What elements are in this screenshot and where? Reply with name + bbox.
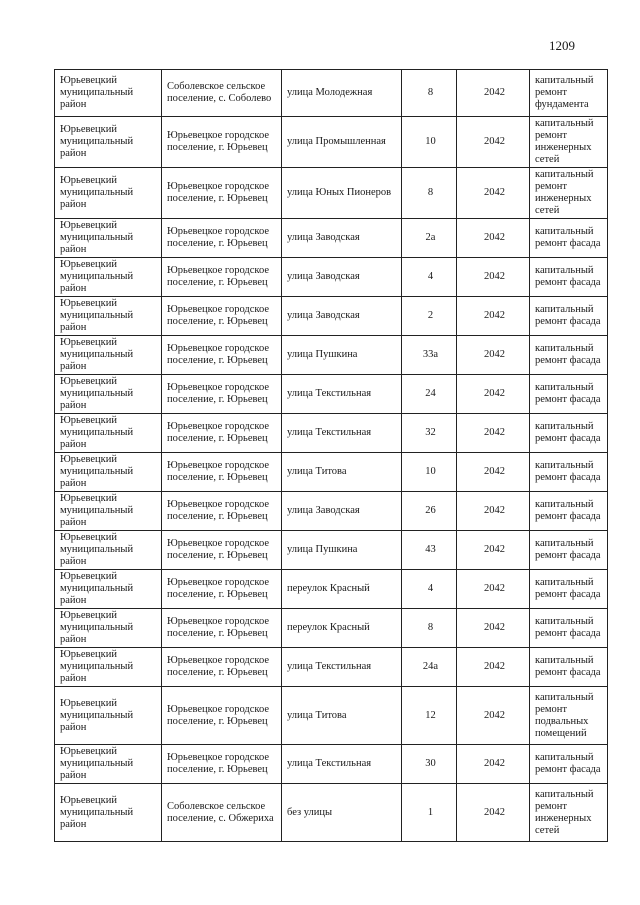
- district-cell: Юрьевецкий муниципальный район: [55, 336, 162, 375]
- street-cell: улица Молодежная: [282, 70, 402, 117]
- table-row: [55, 297, 608, 336]
- house-number-cell: 24: [402, 375, 457, 414]
- house-number-cell: 32: [402, 414, 457, 453]
- settlement-cell: Юрьевецкое городское поселение, г. Юрьевец: [162, 531, 282, 570]
- year-cell: 2042: [457, 168, 530, 219]
- settlement-cell: Юрьевецкое городское поселение, г. Юрьевец: [162, 117, 282, 168]
- house-number-cell: 2а: [402, 219, 457, 258]
- street-cell: улица Заводская: [282, 219, 402, 258]
- settlement-cell: Юрьевецкое городское поселение, г. Юрьевец: [162, 745, 282, 784]
- work-type-cell: капитальный ремонт инженерных сетей: [530, 784, 608, 842]
- year-cell: 2042: [457, 258, 530, 297]
- work-type-cell: капитальный ремонт фасада: [530, 297, 608, 336]
- house-number-cell: 4: [402, 258, 457, 297]
- street-cell: переулок Красный: [282, 609, 402, 648]
- district-cell: Юрьевецкий муниципальный район: [55, 784, 162, 842]
- table-row: [55, 570, 608, 609]
- year-cell: 2042: [457, 687, 530, 745]
- year-cell: 2042: [457, 375, 530, 414]
- street-cell: улица Заводская: [282, 492, 402, 531]
- street-cell: без улицы: [282, 784, 402, 842]
- settlement-cell: Юрьевецкое городское поселение, г. Юрьевец: [162, 453, 282, 492]
- house-number-cell: 2: [402, 297, 457, 336]
- table-row: [55, 745, 608, 784]
- street-cell: улица Титова: [282, 687, 402, 745]
- settlement-cell: Юрьевецкое городское поселение, г. Юрьевец: [162, 219, 282, 258]
- house-number-cell: 8: [402, 70, 457, 117]
- house-number-cell: 24а: [402, 648, 457, 687]
- table-row: [55, 375, 608, 414]
- settlement-cell: Соболевское сельское поселение, с. Соболево: [162, 70, 282, 117]
- house-number-cell: 33а: [402, 336, 457, 375]
- work-type-cell: капитальный ремонт фасада: [530, 570, 608, 609]
- year-cell: 2042: [457, 336, 530, 375]
- year-cell: 2042: [457, 414, 530, 453]
- work-type-cell: капитальный ремонт фасада: [530, 492, 608, 531]
- settlement-cell: Юрьевецкое городское поселение, г. Юрьевец: [162, 687, 282, 745]
- house-number-cell: 8: [402, 168, 457, 219]
- street-cell: улица Текстильная: [282, 745, 402, 784]
- house-number-cell: 10: [402, 117, 457, 168]
- district-cell: Юрьевецкий муниципальный район: [55, 375, 162, 414]
- table-row: [55, 219, 608, 258]
- house-number-cell: 30: [402, 745, 457, 784]
- district-cell: Юрьевецкий муниципальный район: [55, 648, 162, 687]
- district-cell: Юрьевецкий муниципальный район: [55, 492, 162, 531]
- settlement-cell: Юрьевецкое городское поселение, г. Юрьевец: [162, 609, 282, 648]
- year-cell: 2042: [457, 219, 530, 258]
- table-body: [55, 70, 608, 842]
- work-type-cell: капитальный ремонт фасада: [530, 648, 608, 687]
- work-type-cell: капитальный ремонт фасада: [530, 745, 608, 784]
- page-number: 1209: [549, 38, 575, 53]
- year-cell: 2042: [457, 745, 530, 784]
- settlement-cell: Юрьевецкое городское поселение, г. Юрьевец: [162, 258, 282, 297]
- settlement-cell: Юрьевецкое городское поселение, г. Юрьевец: [162, 648, 282, 687]
- house-number-cell: 12: [402, 687, 457, 745]
- work-type-cell: капитальный ремонт фундамента: [530, 70, 608, 117]
- year-cell: 2042: [457, 297, 530, 336]
- settlement-cell: Юрьевецкое городское поселение, г. Юрьевец: [162, 297, 282, 336]
- table-row: [55, 648, 608, 687]
- table-row: [55, 609, 608, 648]
- work-type-cell: капитальный ремонт фасада: [530, 258, 608, 297]
- work-type-cell: капитальный ремонт подвальных помещений: [530, 687, 608, 745]
- street-cell: улица Текстильная: [282, 414, 402, 453]
- table-row: [55, 70, 608, 117]
- settlement-cell: Юрьевецкое городское поселение, г. Юрьевец: [162, 492, 282, 531]
- year-cell: 2042: [457, 117, 530, 168]
- district-cell: Юрьевецкий муниципальный район: [55, 609, 162, 648]
- house-number-cell: 26: [402, 492, 457, 531]
- district-cell: Юрьевецкий муниципальный район: [55, 70, 162, 117]
- house-number-cell: 4: [402, 570, 457, 609]
- work-type-cell: капитальный ремонт фасада: [530, 609, 608, 648]
- table-row: [55, 492, 608, 531]
- settlement-cell: Юрьевецкое городское поселение, г. Юрьевец: [162, 336, 282, 375]
- year-cell: 2042: [457, 70, 530, 117]
- settlement-cell: Соболевское сельское поселение, с. Обжериха: [162, 784, 282, 842]
- settlement-cell: Юрьевецкое городское поселение, г. Юрьевец: [162, 414, 282, 453]
- work-type-cell: капитальный ремонт фасада: [530, 531, 608, 570]
- district-cell: Юрьевецкий муниципальный район: [55, 745, 162, 784]
- street-cell: улица Титова: [282, 453, 402, 492]
- year-cell: 2042: [457, 609, 530, 648]
- district-cell: Юрьевецкий муниципальный район: [55, 219, 162, 258]
- work-type-cell: капитальный ремонт фасада: [530, 453, 608, 492]
- year-cell: 2042: [457, 784, 530, 842]
- table-row: [55, 414, 608, 453]
- street-cell: переулок Красный: [282, 570, 402, 609]
- work-type-cell: капитальный ремонт фасада: [530, 414, 608, 453]
- table-row: [55, 531, 608, 570]
- district-cell: Юрьевецкий муниципальный район: [55, 258, 162, 297]
- street-cell: улица Заводская: [282, 297, 402, 336]
- house-number-cell: 8: [402, 609, 457, 648]
- year-cell: 2042: [457, 648, 530, 687]
- year-cell: 2042: [457, 453, 530, 492]
- table-row: [55, 784, 608, 842]
- street-cell: улица Пушкина: [282, 336, 402, 375]
- table-row: [55, 336, 608, 375]
- settlement-cell: Юрьевецкое городское поселение, г. Юрьевец: [162, 168, 282, 219]
- work-type-cell: капитальный ремонт фасада: [530, 375, 608, 414]
- repair-schedule-table: [54, 69, 608, 842]
- settlement-cell: Юрьевецкое городское поселение, г. Юрьевец: [162, 570, 282, 609]
- district-cell: Юрьевецкий муниципальный район: [55, 117, 162, 168]
- year-cell: 2042: [457, 570, 530, 609]
- work-type-cell: капитальный ремонт инженерных сетей: [530, 117, 608, 168]
- street-cell: улица Пушкина: [282, 531, 402, 570]
- district-cell: Юрьевецкий муниципальный район: [55, 414, 162, 453]
- house-number-cell: 43: [402, 531, 457, 570]
- work-type-cell: капитальный ремонт инженерных сетей: [530, 168, 608, 219]
- street-cell: улица Юных Пионеров: [282, 168, 402, 219]
- district-cell: Юрьевецкий муниципальный район: [55, 168, 162, 219]
- district-cell: Юрьевецкий муниципальный район: [55, 687, 162, 745]
- table-row: [55, 168, 608, 219]
- table-row: [55, 258, 608, 297]
- house-number-cell: 1: [402, 784, 457, 842]
- year-cell: 2042: [457, 531, 530, 570]
- work-type-cell: капитальный ремонт фасада: [530, 336, 608, 375]
- street-cell: улица Заводская: [282, 258, 402, 297]
- street-cell: улица Промышленная: [282, 117, 402, 168]
- district-cell: Юрьевецкий муниципальный район: [55, 453, 162, 492]
- year-cell: 2042: [457, 492, 530, 531]
- street-cell: улица Текстильная: [282, 375, 402, 414]
- work-type-cell: капитальный ремонт фасада: [530, 219, 608, 258]
- settlement-cell: Юрьевецкое городское поселение, г. Юрьевец: [162, 375, 282, 414]
- table-row: [55, 453, 608, 492]
- house-number-cell: 10: [402, 453, 457, 492]
- street-cell: улица Текстильная: [282, 648, 402, 687]
- table-row: [55, 117, 608, 168]
- district-cell: Юрьевецкий муниципальный район: [55, 531, 162, 570]
- table-row: [55, 687, 608, 745]
- district-cell: Юрьевецкий муниципальный район: [55, 297, 162, 336]
- district-cell: Юрьевецкий муниципальный район: [55, 570, 162, 609]
